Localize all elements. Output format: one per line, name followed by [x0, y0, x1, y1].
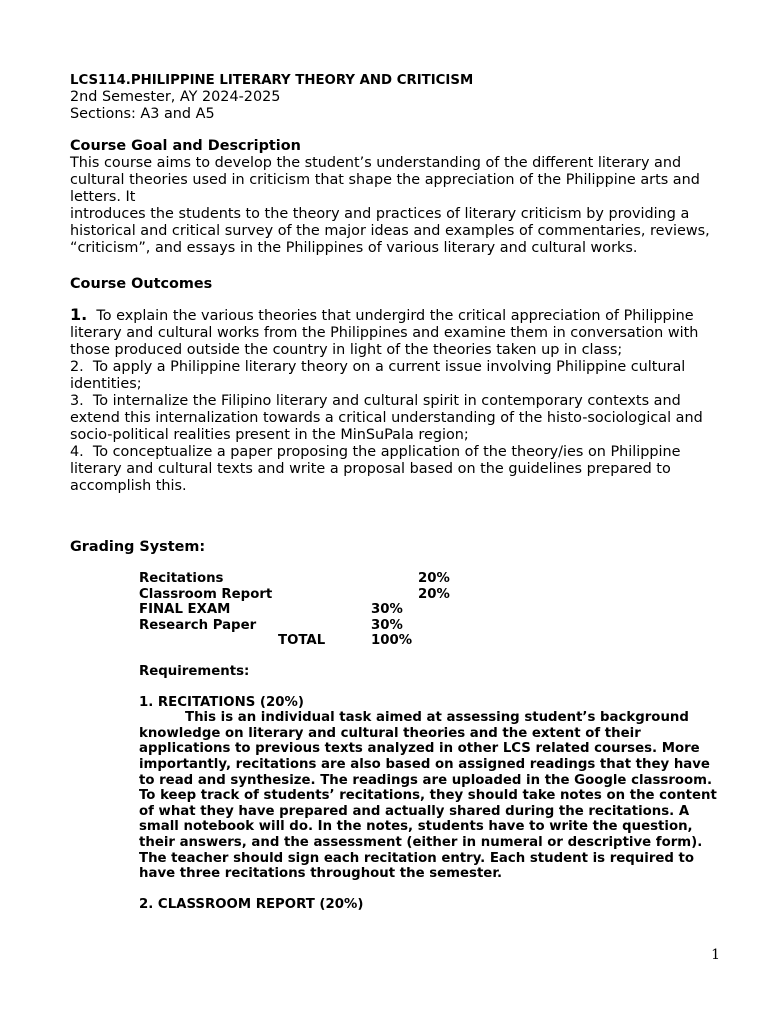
outcome-text: To internalize the Filipino literary and cultural spirit in contemporary contexts and extend this internalization towards a critical understanding of the histo-sociological and socio-political realities present in the MinSuPala region; — [70, 393, 703, 443]
recitations-heading: 1. RECITATIONS (20%) — [139, 694, 304, 710]
recitations-paragraph: This is an individual task aimed at assessing student’s background knowledge on literary and cultural theories and the extent of their applications to previous texts analyzed in other LCS related courses. More importantly, recitations are also based on assigned readings that they have to read and synthesize. The readings are uploaded in the Google classroom. To keep track of students’ recitations, they should take notes on the content of what they have prepared and actually shared during the recitations. A small notebook will do. In the notes, students have to write the question, their answers, and the assessment (either in numeral or descriptive form). The teacher should sign each recitation entry. Each student is required to have three recitations throughout the semester. — [139, 710, 717, 882]
course-title: LCS114.PHILIPPINE LITERARY THEORY AND CRITICISM — [70, 73, 474, 88]
goal-paragraph-1: This course aims to develop the student’s understanding of the different literary and cultural theories used in criticism that shape the appreciation of the Philippine arts and letters. It — [70, 155, 700, 205]
outcome-number: 4. — [70, 444, 84, 460]
grading-value: 30% — [371, 617, 403, 633]
outcome-text: To explain the various theories that undergird the critical appreciation of Philippine literary and cultural works from the Philippines and examine them in conversation with those produced outside the country in light of the theories taken up in class; — [70, 308, 699, 358]
grading-total-value: 100% — [371, 633, 413, 648]
outcome-number: 3. — [70, 393, 84, 409]
requirements-section — [139, 664, 719, 912]
page-number: 1 — [711, 947, 720, 963]
outcome-number: 2. — [70, 359, 84, 375]
goal-heading: Course Goal and Description — [70, 138, 301, 154]
grading-label: Recitations — [139, 571, 224, 586]
grading-value: 20% — [418, 586, 450, 602]
grading-label: FINAL EXAM — [139, 602, 231, 617]
classroom-report-heading: 2. CLASSROOM REPORT (20%) — [139, 896, 364, 912]
outcome-item-2 — [70, 359, 720, 393]
goal-paragraph-2: introduces the students to the theory and practices of literary criticism by providing a historical and critical survey of the major ideas and examples of commentaries, reviews, “criticism”, and essays in the Philippines of various literary and cultural works. — [70, 206, 710, 256]
grading-heading: Grading System: — [70, 539, 206, 555]
requirements-heading: Requirements: — [139, 664, 250, 679]
outcome-item-4 — [70, 444, 720, 495]
outcome-text: To conceptualize a paper proposing the application of the theory/ies on Philippine literary and cultural texts and write a proposal based on the guidelines prepared to accomplish this. — [70, 444, 681, 494]
outcome-item-1 — [70, 306, 720, 359]
semester-line: 2nd Semester, AY 2024-2025 — [70, 89, 281, 105]
grading-label: Research Paper — [139, 617, 257, 633]
outcomes-heading: Course Outcomes — [70, 276, 213, 292]
outcome-text: To apply a Philippine literary theory on a current issue involving Philippine cultural identities; — [70, 359, 686, 392]
outcome-item-3 — [70, 393, 720, 444]
grading-total-label: TOTAL — [278, 633, 326, 648]
sections-line: Sections: A3 and A5 — [70, 106, 215, 122]
grading-value: 30% — [371, 602, 403, 617]
grading-label: Classroom Report — [139, 586, 273, 602]
grading-value: 20% — [418, 571, 450, 586]
outcome-number: 1. — [70, 305, 88, 324]
document-body — [70, 73, 720, 495]
